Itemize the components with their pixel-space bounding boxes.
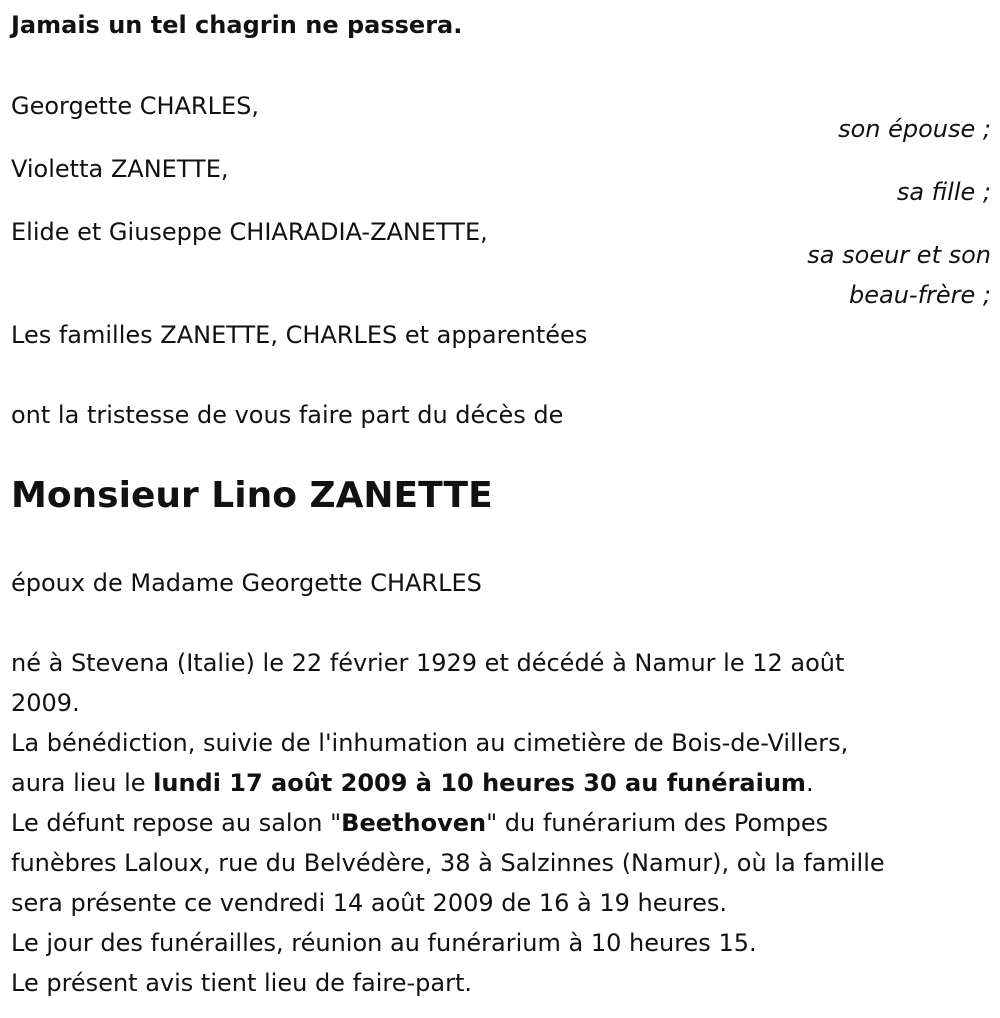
rest-line-1 [11,803,986,843]
deceased-name: Monsieur Lino ZANETTE [11,475,493,516]
rest-suffix: " du funérarium des Pompes [486,809,829,837]
role-sister-brother-in-law-2: beau-frère ; [848,281,991,309]
ceremony-line-1: La bénédiction, suivie de l'inhumation au cimetière de Bois-de-Villers, [11,729,849,757]
role-sister-brother-in-law-1: sa soeur et son [807,241,991,269]
announcement-line: ont la tristesse de vous faire part du décès de [11,401,564,429]
role-spouse: son épouse ; [838,115,991,143]
funeral-day-line: Le jour des funérailles, réunion au funérarium à 10 heures 15. [11,929,757,957]
ceremony-line-2 [11,763,986,803]
salon-name: Beethoven [341,809,487,837]
role-daughter: sa fille ; [896,178,991,206]
family-member-elide-giuseppe: Elide et Giuseppe CHIARADIA-ZANETTE, [11,218,488,246]
rest-prefix: Le défunt repose au salon " [11,809,342,837]
details-paragraph [11,643,986,1003]
family-member-georgette: Georgette CHARLES, [11,92,260,120]
spouse-line: époux de Madame Georgette CHARLES [11,569,482,597]
families-line: Les familles ZANETTE, CHARLES et apparentées [11,321,588,349]
ceremony-suffix: . [805,769,814,797]
birth-death-line-1: né à Stevena (Italie) le 22 février 1929 et décédé à Namur le 12 août [11,649,845,677]
notice-line: Le présent avis tient lieu de faire-part. [11,969,473,997]
rest-line-2: funèbres Laloux, rue du Belvédère, 38 à Salzinnes (Namur), où la famille [11,849,885,877]
ceremony-date-time: lundi 17 août 2009 à 10 heures 30 au funéraium [153,769,806,797]
birth-death-line-2: 2009. [11,689,80,717]
obituary-notice [11,0,991,1018]
family-member-violetta: Violetta ZANETTE, [11,155,229,183]
rest-line-3: sera présente ce vendredi 14 août 2009 de 16 à 19 heures. [11,889,727,917]
ceremony-prefix: aura lieu le [11,769,154,797]
intro-line: Jamais un tel chagrin ne passera. [11,11,463,39]
